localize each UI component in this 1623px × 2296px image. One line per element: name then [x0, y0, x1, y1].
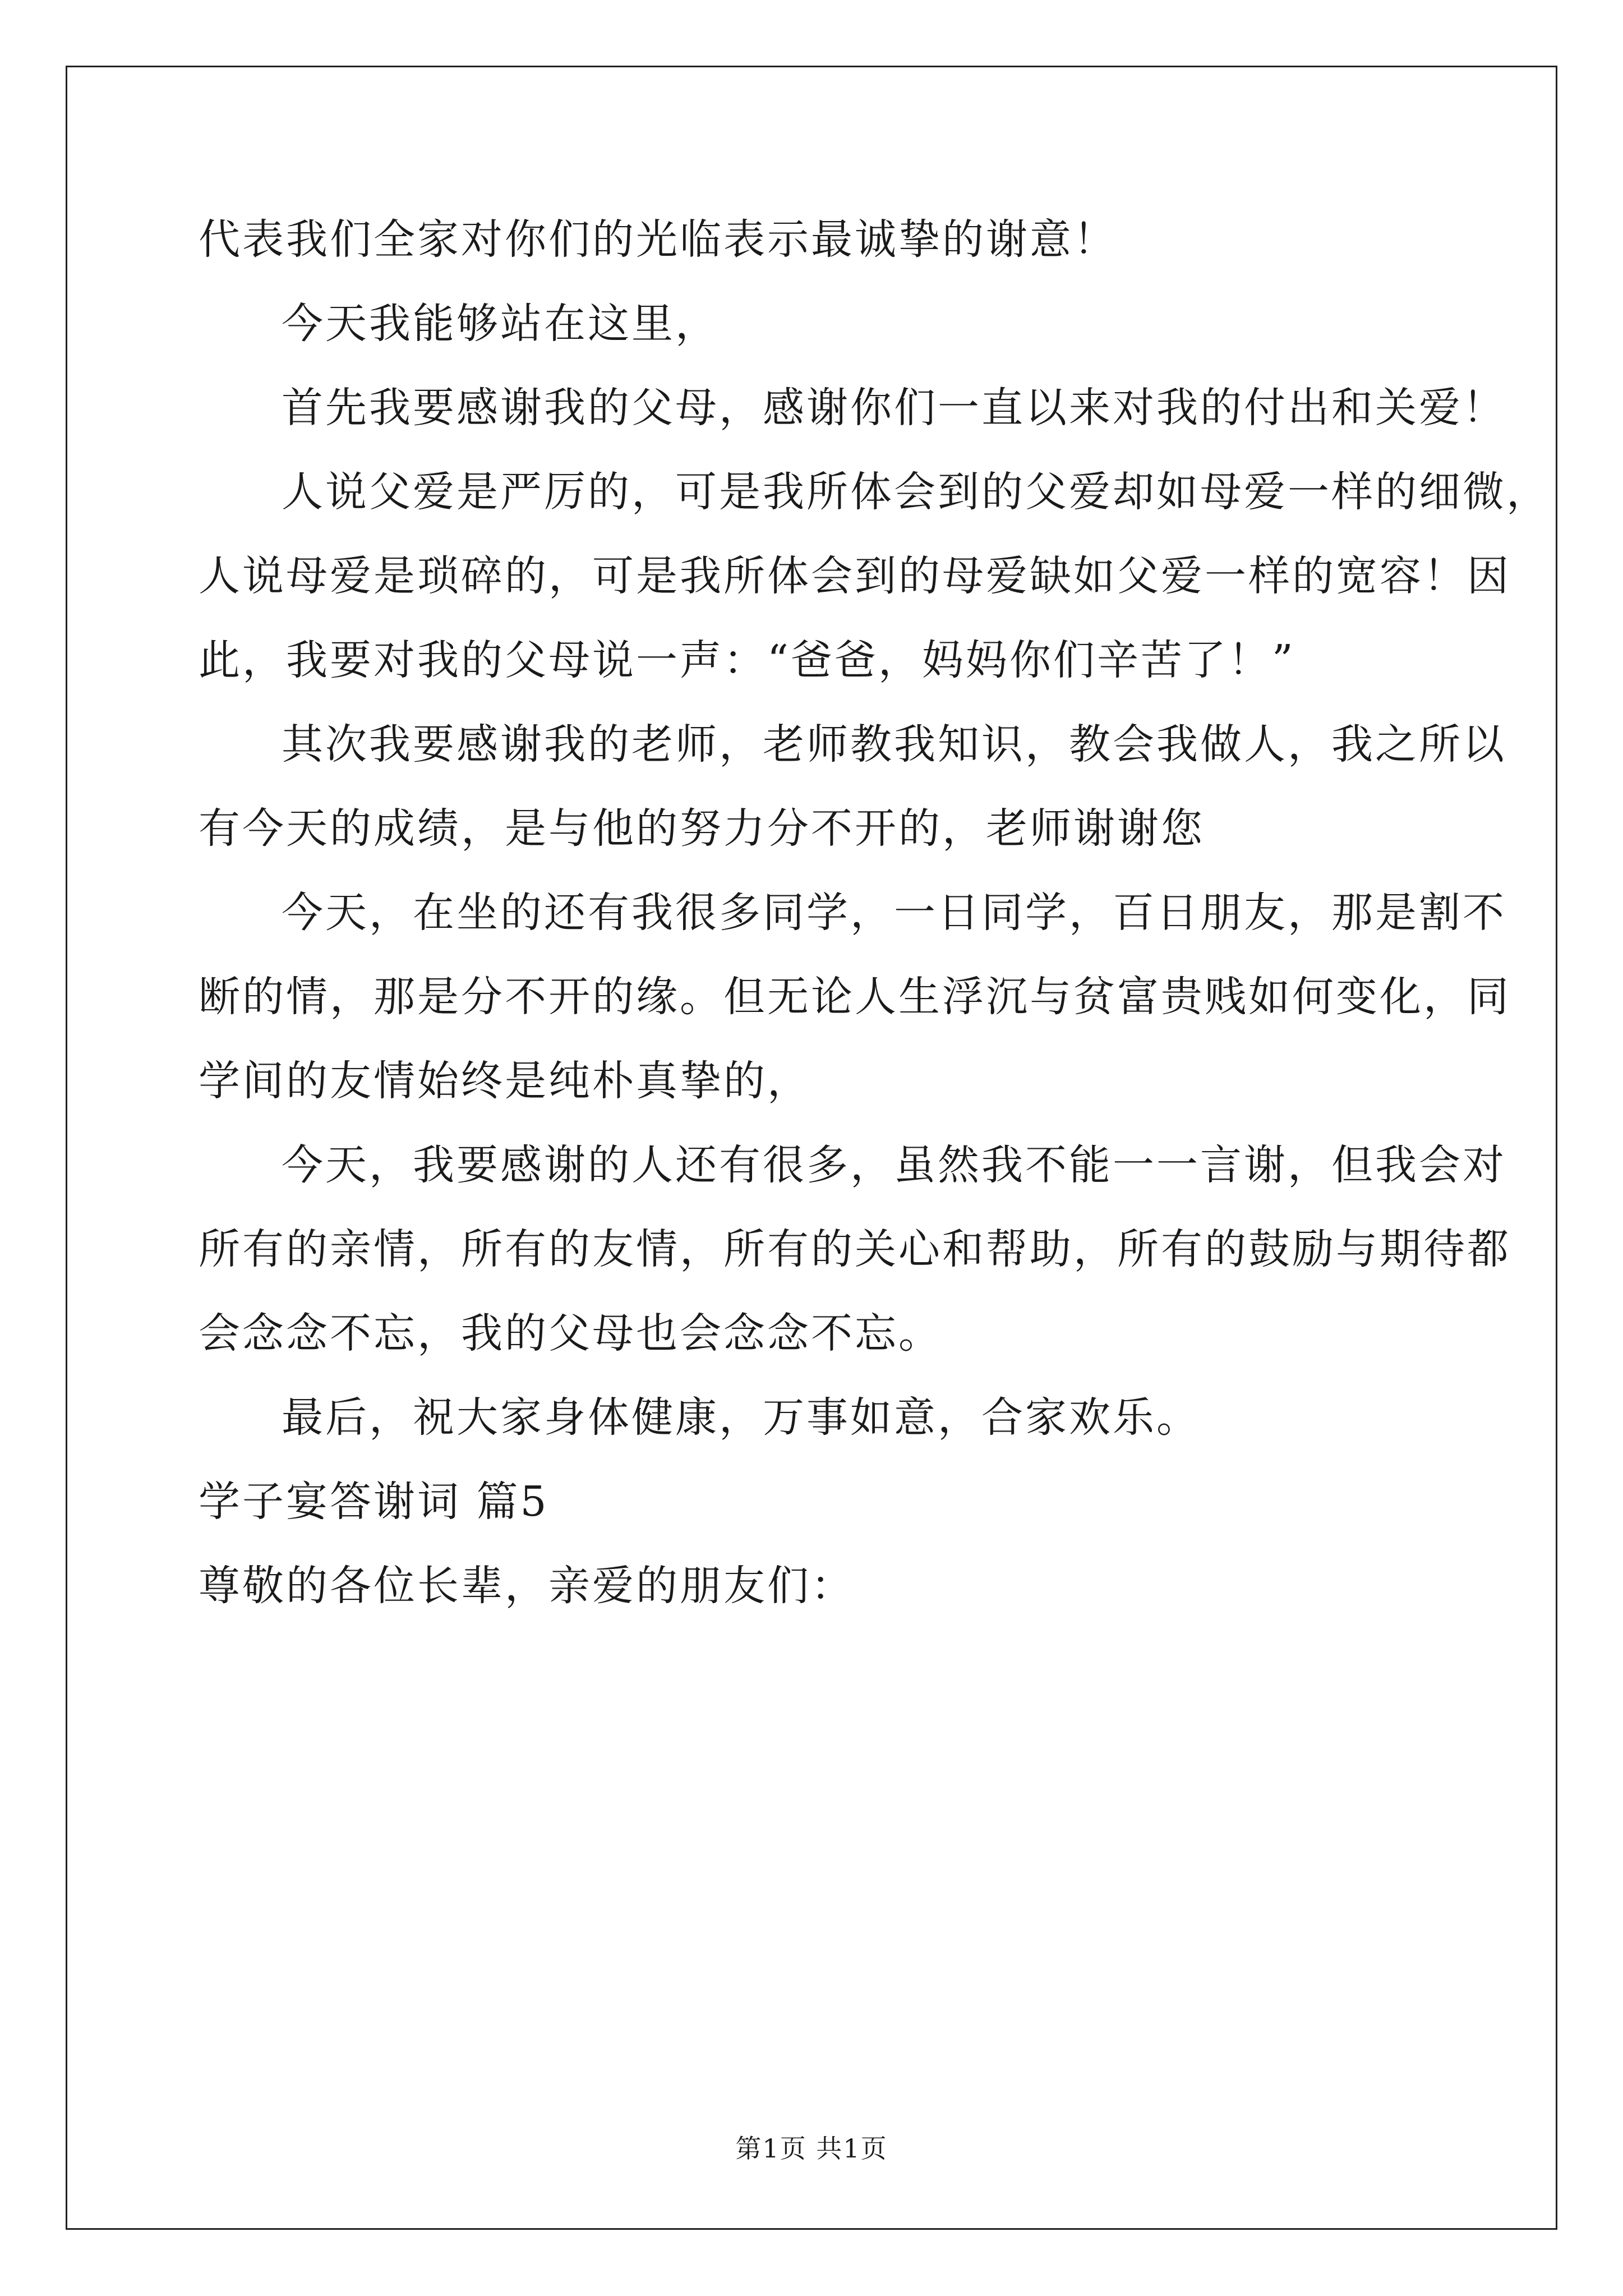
paragraph-line: 人说母爱是琐碎的，可是我所体会到的母爱缺如父爱一样的宽容！因 — [199, 552, 1511, 600]
paragraph-line: 有今天的成绩，是与他的努力分不开的，老师谢谢您 — [199, 804, 1205, 853]
paragraph-line: 今天，在坐的还有我很多同学，一日同学，百日朋友，那是割不 — [282, 889, 1506, 937]
paragraph-line: 今天我能够站在这里， — [282, 300, 719, 348]
salutation-line: 尊敬的各位长辈，亲爱的朋友们： — [199, 1562, 855, 1610]
paragraph-line: 首先我要感谢我的父母，感谢你们一直以来对我的付出和关爱！ — [282, 384, 1506, 432]
paragraph-line: 其次我要感谢我的老师，老师教我知识，教会我做人，我之所以 — [282, 720, 1506, 769]
paragraph-line: 学间的友情始终是纯朴真挚的， — [199, 1057, 811, 1105]
page-footer: 第1页 共1页 — [735, 2133, 888, 2164]
paragraph-line: 人说父爱是严厉的，可是我所体会到的父爱却如母爱一样的细微， — [282, 468, 1550, 516]
section-heading: 学子宴答谢词 篇5 — [199, 1478, 549, 1526]
paragraph-line: 会念念不忘，我的父母也会念念不忘。 — [199, 1309, 942, 1358]
paragraph-line: 代表我们全家对你们的光临表示最诚挚的谢意！ — [199, 215, 1117, 264]
paragraph-line: 断的情，那是分不开的缘。但无论人生浮沉与贫富贵贱如何变化，同 — [199, 973, 1511, 1021]
paragraph-line: 最后，祝大家身体健康，万事如意，合家欢乐。 — [282, 1393, 1200, 1442]
paragraph-line: 此，我要对我的父母说一声：“爸爸，妈妈你们辛苦了！” — [199, 636, 1295, 684]
paragraph-line: 今天，我要感谢的人还有很多，虽然我不能一一言谢，但我会对 — [282, 1141, 1506, 1189]
paragraph-line: 所有的亲情，所有的友情，所有的关心和帮助，所有的鼓励与期待都 — [199, 1225, 1511, 1273]
